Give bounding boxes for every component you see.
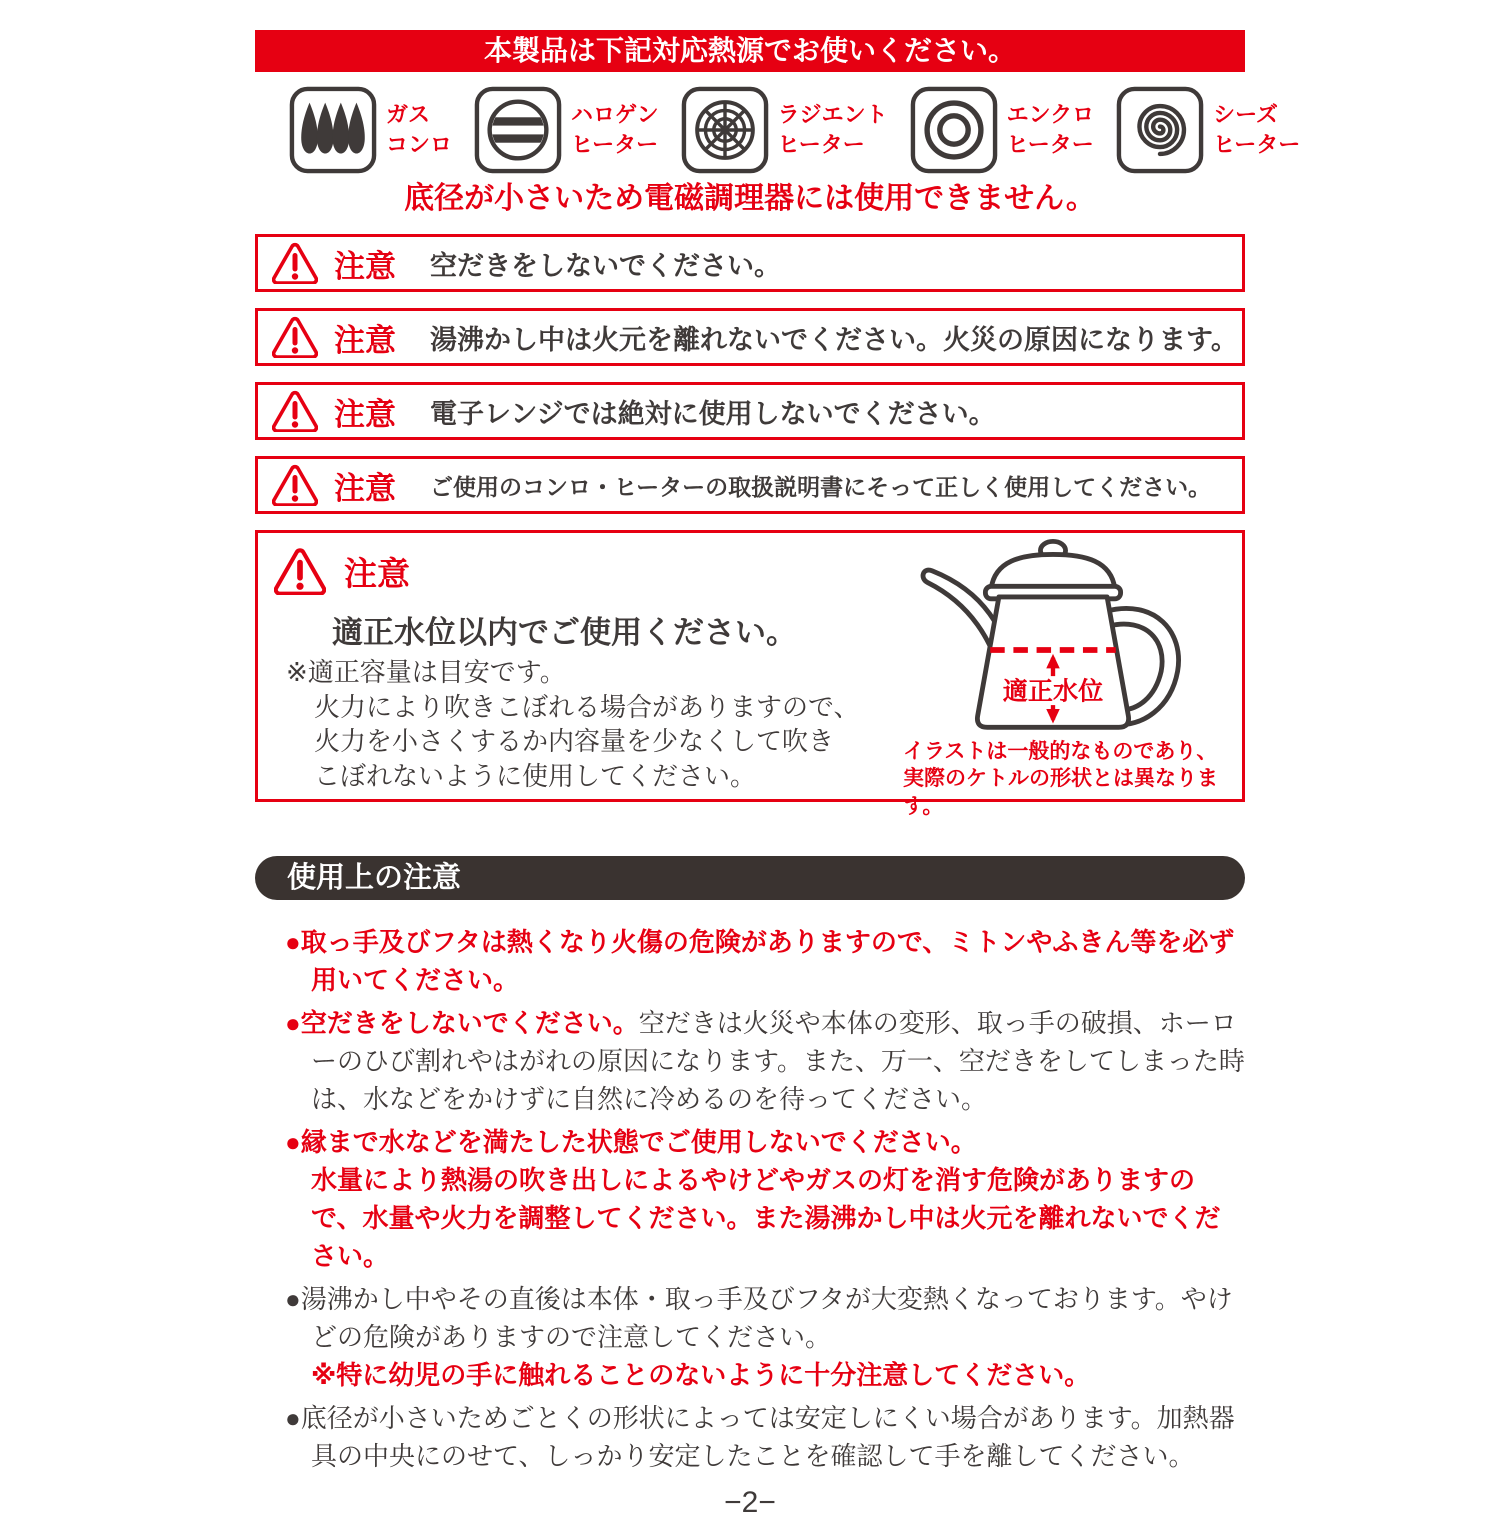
warning-triangle-icon [272,242,318,284]
capacity-note-line: 火力により吹きこぼれる場合がありますので、 [314,691,860,722]
heat-source-halogen [474,86,659,174]
illustration-disclaimer-line: イラストは一般的なものであり、 [903,740,1218,763]
usage-note-text: 空だきは火災や本体の変形、取っ手の破損、ホーローのひび割れやはがれの原因になります。また、万一、空だきをしてしまった時は、水などをかけずに自然に冷めるのを待ってください。 [311,1008,1245,1114]
caution-message: ご使用のコンロ・ヒーターの取扱説明書にそって正しく使用してください。 [430,473,1212,500]
caution-box-no-microwave [255,382,1245,440]
caution-message: 空だきをしないでください。 [430,250,781,281]
manual-page [255,0,1301,1520]
usage-note-text: ●空だきをしないでください。 [285,1008,639,1039]
caution-header [274,547,410,595]
capacity-note-line: こぼれないように使用してください。 [314,760,757,791]
usage-notes-title: 使用上の注意 [255,856,1245,900]
capacity-note-line: 火力を小さくするか内容量を少なくして吹き [314,726,835,757]
caution-box-follow-manual [255,456,1245,514]
warning-triangle-icon [272,316,318,358]
capacity-note-line: ※適正容量は目安です。 [286,657,566,687]
heat-source-label: ハロゲン ヒーター [571,102,659,157]
usage-note-item [285,1124,1245,1275]
caution-label: 注意 [334,470,396,506]
heat-source-enclosed [910,86,1095,174]
heat-source-label: エンクロ ヒーター [1006,102,1095,157]
caution-label: 注意 [334,248,396,284]
warning-triangle-icon [272,390,318,432]
enclosed-heater-icon [910,86,998,174]
illustration-disclaimer-line: 実際のケトルの形状とは異なります。 [903,767,1218,818]
gas-stove-icon [289,86,377,174]
caution-label: 注意 [334,396,396,432]
caution-box-stay-near-fire [255,308,1245,366]
heat-source-banner: 本製品は下記対応熱源でお使いください。 [255,30,1245,72]
usage-note-item [285,1281,1245,1394]
warning-triangle-icon [272,464,318,506]
illustration-disclaimer [903,738,1242,820]
page-number: −2− [724,1485,776,1519]
heat-source-sheathed [1116,86,1300,174]
radiant-heater-icon [681,86,769,174]
heat-source-gas [289,86,452,174]
water-level-message: 適正水位以内でご使用ください。 [332,615,797,650]
usage-note-item [285,1005,1245,1118]
heat-source-radiant [681,86,888,174]
heat-source-row [255,86,1301,174]
heat-source-label: シーズ ヒーター [1213,102,1301,157]
usage-note-item [285,924,1245,999]
heat-source-label: ガス コンロ [386,102,453,157]
usage-note-text: 水量により熱湯の吹き出しによるやけどやガスの灯を消す危険がありますので、水量や火力を調整してください。また湯沸かし中は火元を離れないでください。 [311,1165,1221,1271]
capacity-note [286,655,859,793]
usage-note-text: ●縁まで水などを満たした状態でご使用しないでください。 [285,1127,977,1158]
water-level-caution-box [255,530,1245,818]
usage-note-text: ※特に幼児の手に触れることのないように十分注意してください。 [311,1359,1091,1390]
caution-label: 注意 [344,554,410,592]
water-level-label: 適正水位 [1002,677,1104,706]
induction-warning-text: 底径が小さいため電磁調理器には使用できません。 [404,182,1096,215]
caution-message: 湯沸かし中は火元を離れないでください。火災の原因になります。 [430,324,1238,355]
caution-message: 電子レンジでは絶対に使用しないでください。 [430,398,996,429]
warning-triangle-icon [274,547,326,595]
usage-note-text: ●湯沸かし中やその直後は本体・取っ手及びフタが大変熱くなっております。やけどの危険がありますので注意してください。 [285,1284,1233,1352]
usage-note-item [285,1400,1245,1475]
heat-source-label: ラジエント ヒーター [777,102,888,157]
kettle-illustration [898,538,1208,736]
usage-note-text: ●底径が小さいためごとくの形状によっては安定しにくい場合があります。加熱器具の中央にのせて、しっかり安定したことを確認して手を離してください。 [285,1403,1235,1471]
sheathed-heater-icon [1116,86,1204,174]
halogen-heater-icon [474,86,562,174]
usage-notes-list [255,924,1245,1476]
usage-note-text: ●取っ手及びフタは熱くなり火傷の危険がありますので、ミトンやふきん等を必ず用いてください。 [285,927,1235,995]
caution-box-no-dry-heating [255,234,1245,292]
caution-label: 注意 [334,322,396,358]
